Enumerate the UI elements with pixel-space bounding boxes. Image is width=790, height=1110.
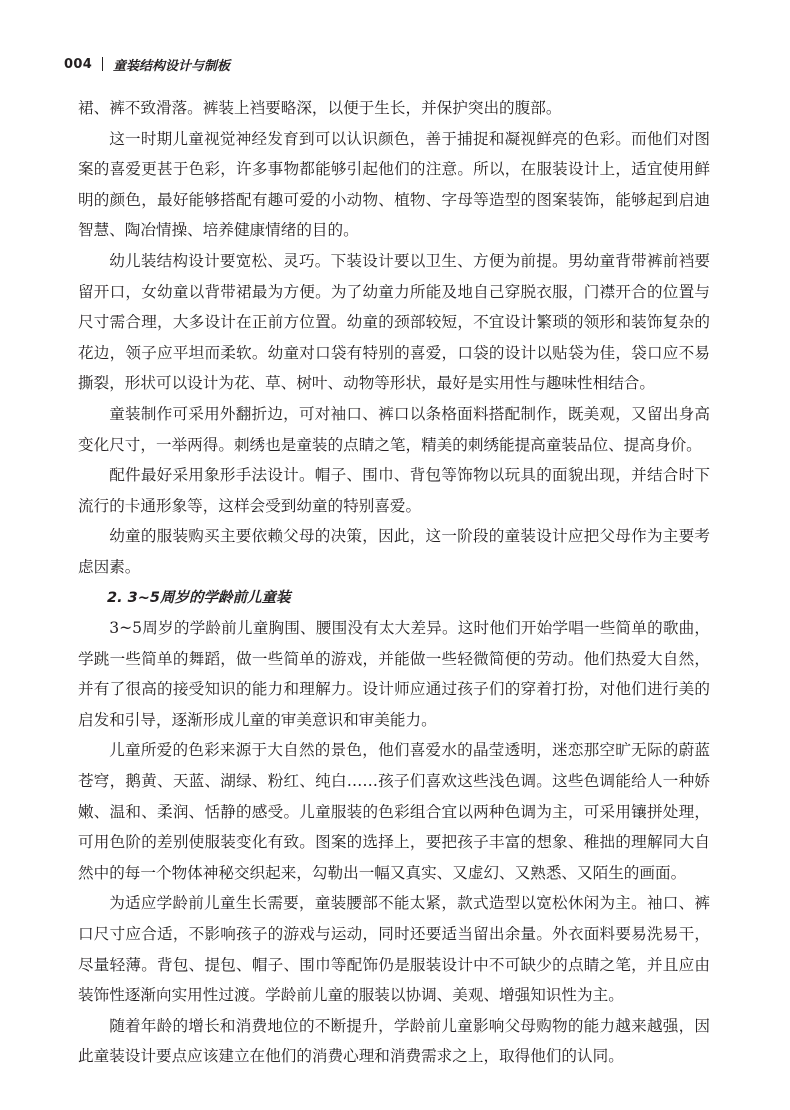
paragraph: 幼童的服装购买主要依赖父母的决策，因此，这一阶段的童装设计应把父母作为主要考虑因素。 [78, 527, 710, 576]
paragraph: 为适应学龄前儿童生长需要，童装腰部不能太紧，款式造型以宽松休闲为主。袖口、裤口尺寸应合适，不影响孩子的游戏与运动，同时还要适当留出余量。外衣面料要易洗易干，尽量轻薄。背包、提包、帽子、围巾等配饰仍是服装设计中不可缺少的点睛之笔，并且应由装饰性逐渐向实用性过渡。学龄前儿童的服装以协调、美观、增强知识性为主。 [78, 894, 710, 1005]
paragraph: 配件最好采用象形手法设计。帽子、围巾、背包等饰物以玩具的面貌出现，并结合时下流行的卡通形象等，这样会受到幼童的特别喜爱。 [78, 466, 710, 515]
page-body [78, 93, 710, 1072]
paragraph: 这一时期儿童视觉神经发育到可以认识颜色，善于捕捉和凝视鲜亮的色彩。而他们对图案的喜爱更甚于色彩，许多事物都能够引起他们的注意。所以，在服装设计上，适宜使用鲜明的颜色，最好能够搭配有趣可爱的小动物、植物、字母等造型的图案装饰，能够起到启迪智慧、陶冶情操、培养健康情绪的目的。 [78, 129, 710, 240]
paragraph: 儿童所爱的色彩来源于大自然的景色，他们喜爱水的晶莹透明，迷恋那空旷无际的蔚蓝苍穹，鹅黄、天蓝、湖绿、粉红、纯白……孩子们喜欢这些浅色调。这些色调能给人一种娇嫩、温和、柔润、恬静的感受。儿童服装的色彩组合宜以两种色调为主，可采用镶拼处理，可用色阶的差别使服装变化有致。图案的选择上，要把孩子丰富的想象、稚拙的理解同大自然中的每一个物体神秘交织起来，勾勒出一幅又真实、又虚幻、又熟悉、又陌生的画面。 [78, 741, 710, 882]
paragraph: 3~5周岁的学龄前儿童胸围、腰围没有太大差异。这时他们开始学唱一些简单的歌曲，学跳一些简单的舞蹈，做一些简单的游戏，并能做一些轻微简便的劳动。他们热爱大自然，并有了很高的接受知识的能力和理解力。设计师应通过孩子们的穿着打扮，对他们进行美的启发和引导，逐渐形成儿童的审美意识和审美能力。 [78, 619, 710, 729]
book-title: 童装结构设计与制板 [113, 58, 231, 74]
paragraph: 幼儿装结构设计要宽松、灵巧。下装设计要以卫生、方便为前提。男幼童背带裤前裆要留开口，女幼童以背带裙最为方便。为了幼童力所能及地自己穿脱衣服，门襟开合的位置与尺寸需合理，大多设计在正前方位置。幼童的颈部较短，不宜设计繁琐的领形和装饰复杂的花边，领子应平坦而柔软。幼童对口袋有特别的喜爱，口袋的设计以贴袋为佳，袋口应不易撕裂，形状可以设计为花、草、树叶、动物等形状，最好是实用性与趣味性相结合。 [78, 251, 710, 393]
paragraph: 童装制作可采用外翻折边，可对袖口、裤口以条格面料搭配制作，既美观，又留出身高变化尺寸，一举两得。刺绣也是童装的点睛之笔，精美的刺绣能提高童装品位、提高身价。 [78, 404, 710, 454]
header-divider [102, 57, 103, 71]
page-header [64, 52, 744, 76]
paragraph: 随着年龄的增长和消费地位的不断提升，学龄前儿童影响父母购物的能力越来越强，因此童装设计要点应该建立在他们的消费心理和消费需求之上，取得他们的认同。 [78, 1016, 710, 1066]
paragraph-continued: 裙、裤不致滑落。裤装上裆要略深，以便于生长，并保护突出的腹部。 [78, 99, 562, 117]
section-subheading: 2. 3~5周岁的学龄前儿童装 [107, 589, 291, 606]
page-number: 004 [64, 56, 93, 72]
